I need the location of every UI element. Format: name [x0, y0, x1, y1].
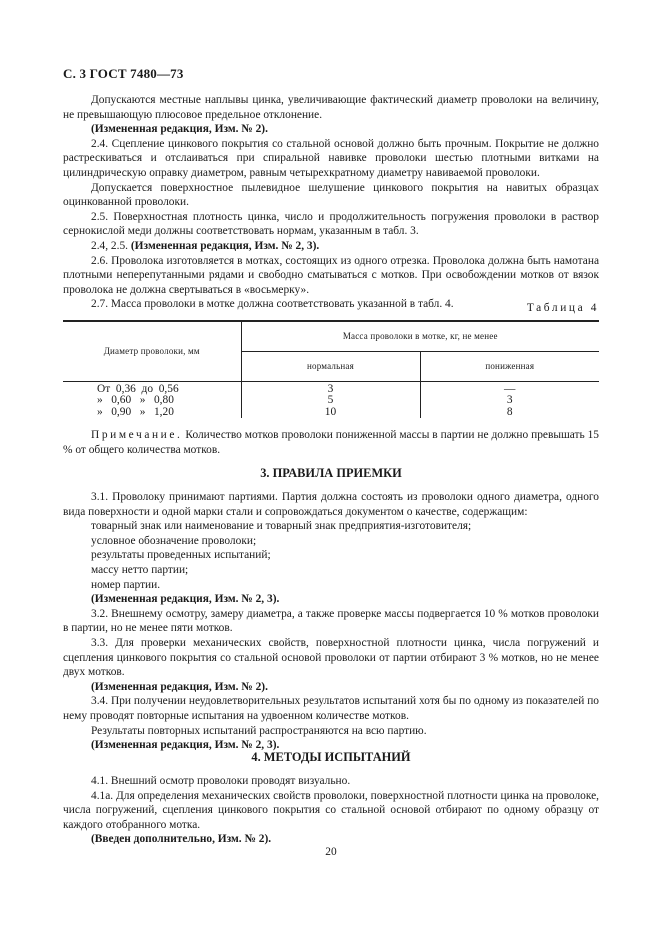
row-label: » 0,90 » 1,20 — [97, 405, 174, 418]
column-header-normal: нормальная — [241, 351, 420, 381]
list-item: товарный знак или наименование и товарный знак предприятия-изготовителя; — [91, 520, 472, 533]
row-label: От 0,36 до 0,56 — [97, 383, 179, 395]
paragraph-3-2: 3.2. Внешнему осмотру, замеру диаметра, а также проверке массы подвергается 10 % мотков проволоки в партии, но не менее пяти мотков. — [63, 607, 599, 635]
page-number: 20 — [325, 846, 337, 858]
amendment-note — [63, 239, 599, 254]
paragraph-3-1: 3.1. Проволоку принимают партиями. Партия должна состоять из проволоки одного диаметра, одного вида поверхности и одной марки стали и сопровождаться документом о качестве, содержащим: — [63, 491, 599, 518]
cell-reduced: 8 — [420, 407, 599, 418]
paragraph-4-1: 4.1. Внешний осмотр проволоки проводят визуально. — [91, 775, 351, 787]
cell-reduced: 3 — [420, 395, 599, 406]
clause-2-block — [63, 93, 599, 312]
paragraph: Допускаются местные наплывы цинка, увеличивающие фактический диаметр проволоки на величину, не превышающую плюсовое предельное отклонение. — [63, 94, 599, 121]
amendment-note: (Измененная редакция, Изм. № 2, 3). — [91, 739, 280, 752]
amendment-note: (Измененная редакция, Изм. № 2, 3). — [91, 593, 280, 606]
column-header-reduced: пониженная — [420, 351, 599, 381]
section-4-title: 4. МЕТОДЫ ИСПЫТАНИЙ — [251, 750, 411, 764]
list-item: результаты проведенных испытаний; — [91, 549, 271, 562]
column-group-header-mass: Масса проволоки в мотке, кг, не менее — [241, 321, 599, 351]
amendment-note: (Измененная редакция, Изм. № 2). — [91, 680, 268, 693]
section-3-body — [63, 490, 599, 753]
table-note — [63, 428, 599, 457]
amendment-note: (Введен дополнительно, Изм. № 2). — [91, 833, 272, 846]
section-4-body — [63, 774, 599, 847]
table-caption: Таблица 4 — [526, 302, 599, 314]
row-label: » 0,60 » 0,80 — [97, 394, 174, 407]
cell-normal: 3 — [241, 384, 420, 395]
paragraph: Результаты повторных испытаний распространяются на всю партию. — [91, 724, 427, 737]
paragraph-2-7: 2.7. Масса проволоки в мотке должна соответствовать указанной в табл. 4. — [91, 298, 454, 311]
section-3-title: 3. ПРАВИЛА ПРИЕМКИ — [260, 466, 402, 480]
table-row — [63, 407, 599, 418]
note-text: Количество мотков проволоки пониженной массы в партии не должно превышать 15 % от общего количества мотков. — [63, 429, 599, 456]
cell-normal: 5 — [241, 395, 420, 406]
paragraph-2-6: 2.6. Проволока изготовляется в мотках, состоящих из одного отрезка. Проволока должна быть намотана плотными неперепутанными рядами и свободно сматываться с мотков. При освобождении мотков от вязок проволока не должна свертываться в «восьмерку». — [63, 254, 599, 296]
table-4 — [63, 320, 599, 418]
paragraph-2-5: 2.5. Поверхностная плотность цинка, число и продолжительность погружения проволоки в раствор сернокислой меди должны соответствовать нормам, указанным в табл. 3. — [63, 210, 599, 238]
paragraph-4-1a: 4.1а. Для определения механических свойств проволоки, поверхностной плотности цинка на проволоке, числа погружений, сцепления цинкового покрытия со стальной основой отбирают по одному образцу от каждого отобранного мотка. — [63, 789, 599, 831]
paragraph: Допускается поверхностное пылевидное шелушение цинкового покрытия на навитых образцах оцинкованной проволоки. — [63, 181, 599, 209]
cell-reduced: — — [420, 384, 599, 395]
clause-numbers: 2.4, 2.5. — [91, 239, 129, 252]
paragraph-2-4: 2.4. Сцепление цинкового покрытия со стальной основой должно быть прочным. Покрытие не должно растрескиваться и отслаиваться при спиральной навивке проволоки шестью плотными витками на цилиндрическую оправку диаметром, равным четырехкратному диаметру навиваемой проволоки. — [63, 137, 599, 179]
note-label: Примечание. — [91, 429, 183, 441]
amendment-note: (Измененная редакция, Изм. № 2). — [91, 123, 268, 136]
list-item: условное обозначение проволоки; — [91, 534, 257, 547]
list-item: массу нетто партии; — [91, 563, 189, 576]
cell-normal: 10 — [241, 407, 420, 418]
column-header-diameter: Диаметр проволоки, мм — [63, 321, 241, 381]
amendment-text: (Измененная редакция, Изм. № 2, 3). — [130, 239, 320, 252]
running-head: С. 3 ГОСТ 7480—73 — [63, 66, 184, 81]
paragraph-3-3: 3.3. Для проверки механических свойств, поверхностной плотности цинка, числа погружений и сцепления цинкового покрытия со стальной основой проволоки от партии отбирают 3 % мотков, но не менее двух мотков. — [63, 636, 599, 679]
list-item: номер партии. — [91, 578, 161, 591]
paragraph-3-4: 3.4. При получении неудовлетворительных результатов испытаний хотя бы по одному из показателей по нему проводят повторные испытания на удвоенном количестве мотков. — [63, 695, 599, 722]
